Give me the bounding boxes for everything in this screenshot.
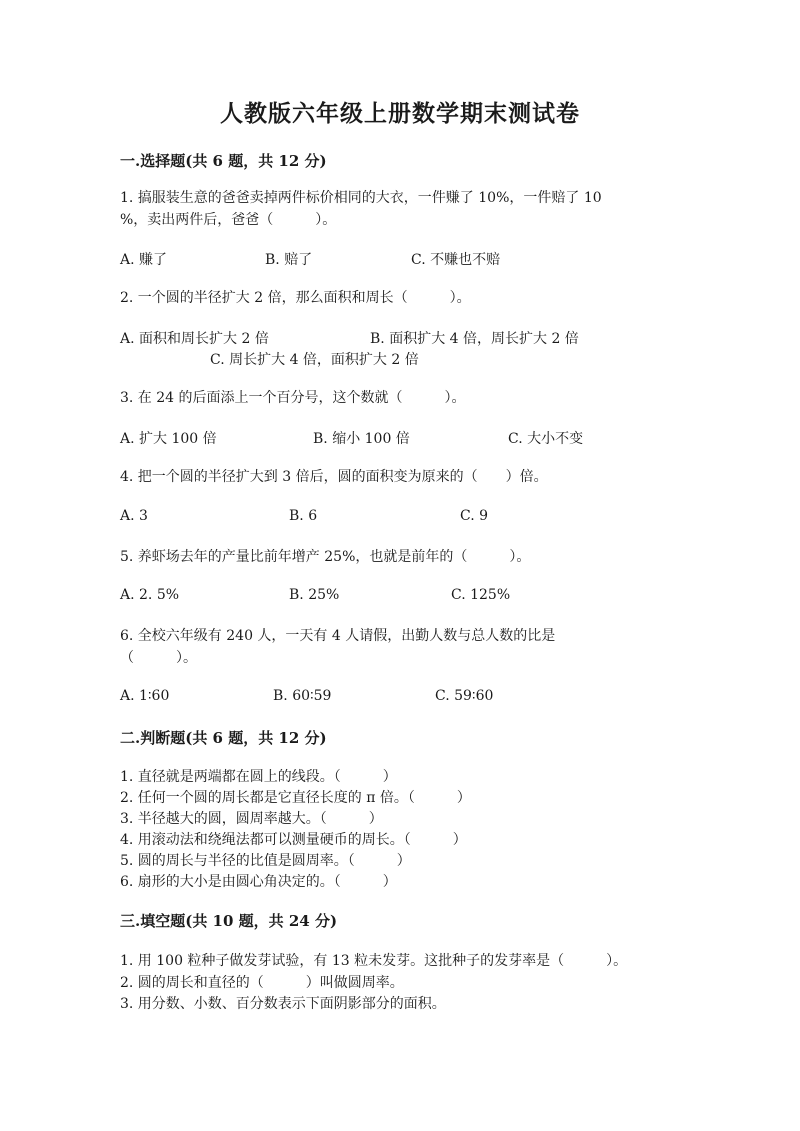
question-6-option-b: B. 60∶59 <box>273 688 332 704</box>
question-1-option-c: C. 不赚也不赔 <box>411 252 501 268</box>
fill-item-1: 1. 用 100 粒种子做发芽试验，有 13 粒未发芽。这批种子的发芽率是（ ）。 <box>120 953 628 969</box>
question-6-line-2: （ ）。 <box>120 650 197 666</box>
question-3-option-c: C. 大小不变 <box>508 431 584 447</box>
question-2-option-b: B. 面积扩大 4 倍，周长扩大 2 倍 <box>370 331 579 347</box>
page-title: 人教版六年级上册数学期末测试卷 <box>220 100 580 127</box>
judgement-item-5: 5. 圆的周长与半径的比值是圆周率。（ ） <box>120 853 411 869</box>
judgement-item-3: 3. 半径越大的圆，圆周率越大。（ ） <box>120 811 383 827</box>
question-1-option-a: A. 赚了 <box>120 252 168 268</box>
question-2-line-1: 2. 一个圆的半径扩大 2 倍，那么面积和周长（ ）。 <box>120 290 471 306</box>
question-5-option-a: A. 2. 5% <box>120 587 180 603</box>
question-4-option-c: C. 9 <box>460 508 489 524</box>
question-4-line-1: 4. 把一个圆的半径扩大到 3 倍后，圆的面积变为原来的（ ）倍。 <box>120 469 548 485</box>
judgement-item-1: 1. 直径就是两端都在圆上的线段。（ ） <box>120 769 397 785</box>
question-5-option-b: B. 25% <box>289 587 340 603</box>
judgement-item-6: 6. 扇形的大小是由圆心角决定的。（ ） <box>120 874 397 890</box>
question-1-line-2: %，卖出两件后，爸爸（ ）。 <box>120 212 337 228</box>
fill-item-3: 3. 用分数、小数、百分数表示下面阴影部分的面积。 <box>120 996 446 1012</box>
question-1-option-b: B. 赔了 <box>265 252 313 268</box>
question-6-option-a: A. 1∶60 <box>120 688 170 704</box>
section-heading-choice: 一.选择题(共 6 题，共 12 分) <box>120 152 327 170</box>
question-3-option-b: B. 缩小 100 倍 <box>313 431 410 447</box>
question-3-line-1: 3. 在 24 的后面添上一个百分号，这个数就（ ）。 <box>120 390 466 406</box>
section-heading-fill-blank: 三.填空题(共 10 题，共 24 分) <box>120 912 338 930</box>
section-heading-judgement: 二.判断题(共 6 题，共 12 分) <box>120 729 327 747</box>
question-2-option-c: C. 周长扩大 4 倍，面积扩大 2 倍 <box>210 352 419 368</box>
question-5-line-1: 5. 养虾场去年的产量比前年增产 25%，也就是前年的（ ）。 <box>120 549 531 565</box>
question-5-option-c: C. 125% <box>451 587 511 603</box>
judgement-item-2: 2. 任何一个圆的周长都是它直径长度的 π 倍。（ ） <box>120 790 471 806</box>
question-1-line-1: 1. 搞服装生意的爸爸卖掉两件标价相同的大衣，一件赚了 10%，一件赔了 10 <box>120 190 602 206</box>
judgement-item-4: 4. 用滚动法和绕绳法都可以测量硬币的周长。（ ） <box>120 832 467 848</box>
fill-item-2: 2. 圆的周长和直径的（ ）叫做圆周率。 <box>120 975 404 991</box>
question-4-option-b: B. 6 <box>289 508 318 524</box>
question-2-option-a: A. 面积和周长扩大 2 倍 <box>120 331 269 347</box>
question-4-option-a: A. 3 <box>120 508 148 524</box>
question-6-option-c: C. 59∶60 <box>435 688 494 704</box>
question-6-line-1: 6. 全校六年级有 240 人，一天有 4 人请假，出勤人数与总人数的比是 <box>120 628 556 644</box>
question-3-option-a: A. 扩大 100 倍 <box>120 431 217 447</box>
